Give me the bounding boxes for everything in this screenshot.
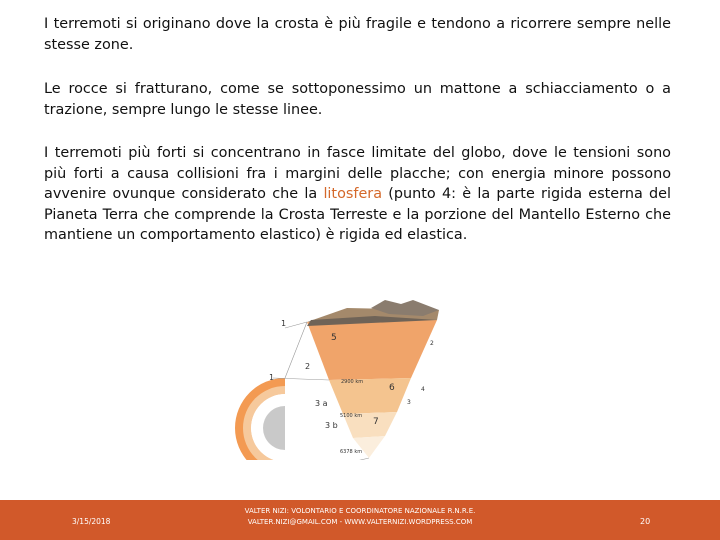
label-2900-km: 2900 km — [341, 379, 364, 385]
paragraph-rock-fracture: Le rocce si fratturano, come se sottoponessimo un mattone a schiacciamento o a trazione, sempre lungo le stesse linee. — [44, 81, 671, 118]
paragraph-earthquake-origin: I terremoti si originano dove la crosta è più fragile e tendono a ricorrere sempre nelle stesse zone. — [44, 16, 671, 53]
earth-layers-diagram — [225, 300, 465, 460]
leader-line-4 — [285, 458, 369, 460]
leader-line-3 — [285, 322, 307, 378]
paragraph-lithosphere — [44, 143, 671, 246]
label-1-left: 1 — [269, 373, 275, 382]
footer-bar — [0, 500, 720, 540]
label-3b: 3 b — [325, 421, 338, 430]
label-4: 4 — [421, 386, 425, 393]
footer-date: 3/15/2018 — [72, 517, 111, 526]
label-5: 5 — [331, 333, 337, 343]
footer-credit — [205, 506, 515, 528]
lithosphere-highlight: litosfera — [323, 186, 383, 202]
wedge-layer-5 — [307, 320, 437, 380]
label-3a: 3 a — [315, 399, 328, 408]
leader-line-1 — [285, 322, 307, 328]
label-5100-km: 5100 km — [340, 413, 363, 419]
footer-credit-line-1: VALTER NIZI: VOLONTARIO E COORDINATORE NAZIONALE R.N.R.E. — [244, 507, 476, 515]
label-2: 2 — [305, 362, 311, 371]
paragraph-lithosphere-text-1: I terremoti più forti si concentrano in fasce limitate del globo, dove le tensioni sono più forti a causa collisioni fra i margini delle placche; con energia minore possono avvenire ovunque considerato che la — [44, 145, 671, 202]
footer-credit-line-2: VALTER.NIZI@GMAIL.COM - WWW.VALTERNIZI.WORDPRESS.COM — [247, 518, 473, 526]
label-7: 7 — [373, 417, 379, 427]
label-1-top: 1 — [281, 319, 287, 328]
label-2-right: 2 — [430, 340, 434, 347]
label-6378-km: 6378 km — [340, 449, 363, 455]
label-6: 6 — [389, 383, 395, 393]
label-3: 3 — [407, 399, 411, 406]
page-number: 20 — [640, 517, 651, 526]
paragraph-lithosphere-text-2: (punto 4: è la parte rigida esterna del Pianeta Terra che comprende la Crosta Terreste e la porzione del Mantello Esterno che mantiene un comportamento elastico) è rigida ed elastica. — [44, 186, 671, 243]
